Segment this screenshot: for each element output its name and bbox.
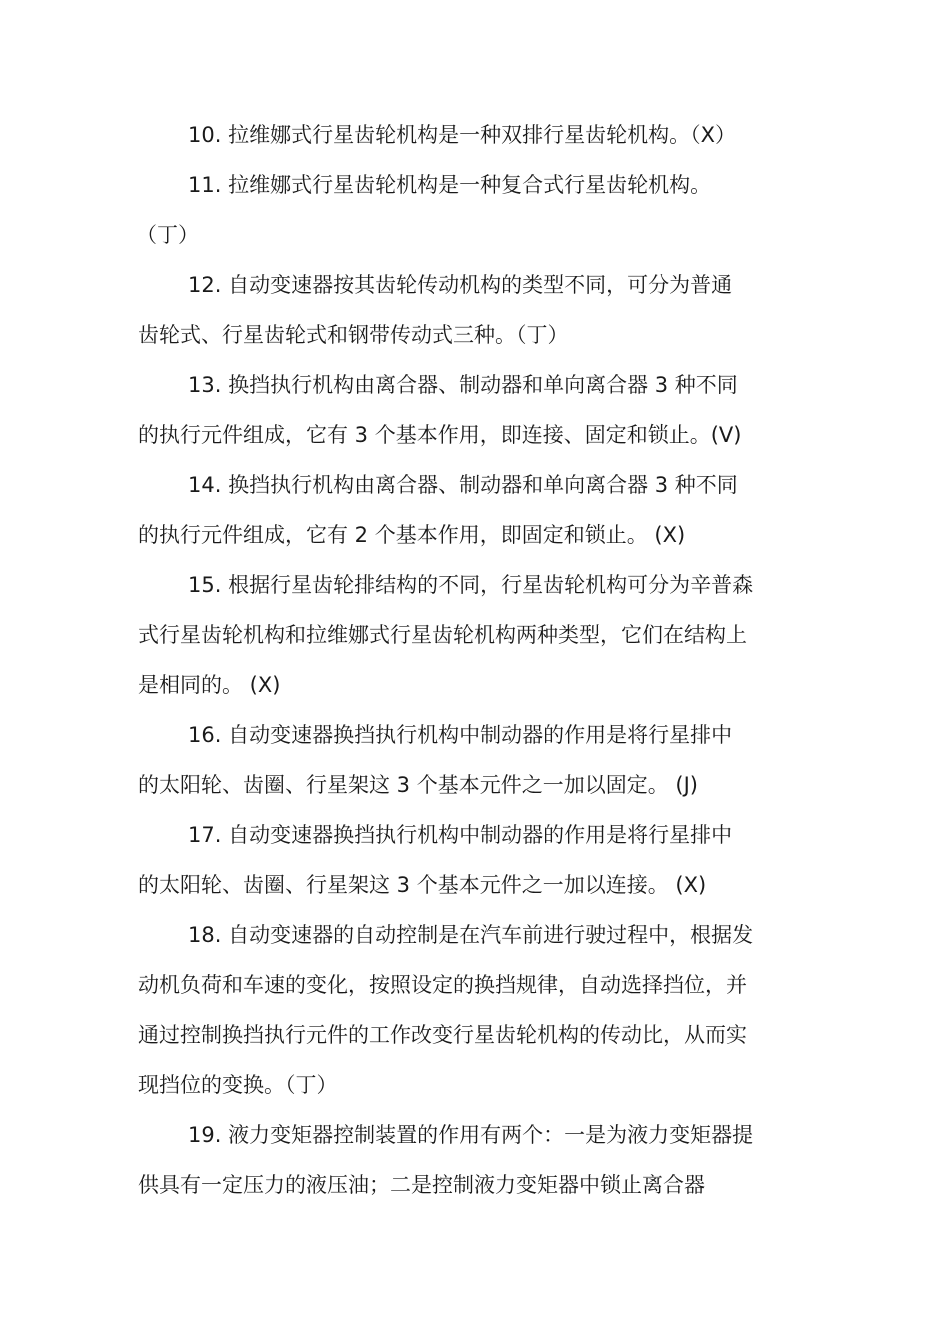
text-line-10: 15. 根据行星齿轮排结构的不同，行星齿轮机构可分为辛普森 bbox=[188, 573, 754, 597]
text-line-13: 16. 自动变速器换挡执行机构中制动器的作用是将行星排中 bbox=[188, 723, 733, 747]
text-line-22: 供具有一定压力的液压油；二是控制液力变矩器中锁止离合器 bbox=[138, 1173, 705, 1197]
text-line-4: 12. 自动变速器按其齿轮传动机构的类型不同，可分为普通 bbox=[188, 273, 733, 297]
text-line-3: （丁） bbox=[136, 223, 199, 247]
text-line-20: 现挡位的变换。（丁） bbox=[138, 1073, 338, 1097]
text-line-1: 10. 拉维娜式行星齿轮机构是一种双排行星齿轮机构。（X） bbox=[188, 123, 736, 147]
text-line-14: 的太阳轮、齿圈、行星架这 3 个基本元件之一加以固定。 (J) bbox=[138, 773, 698, 797]
text-line-8: 14. 换挡执行机构由离合器、制动器和单向离合器 3 种不同 bbox=[188, 473, 738, 497]
text-line-5: 齿轮式、行星齿轮式和钢带传动式三种。（丁） bbox=[138, 323, 569, 347]
text-line-19: 通过控制换挡执行元件的工作改变行星齿轮机构的传动比，从而实 bbox=[138, 1023, 747, 1047]
text-line-17: 18. 自动变速器的自动控制是在汽车前进行驶过程中，根据发 bbox=[188, 923, 754, 947]
text-line-9: 的执行元件组成，它有 2 个基本作用，即固定和锁止。 (X) bbox=[138, 523, 686, 547]
text-line-7: 的执行元件组成，它有 3 个基本作用，即连接、固定和锁止。(V) bbox=[138, 423, 742, 447]
text-line-2: 11. 拉维娜式行星齿轮机构是一种复合式行星齿轮机构。 bbox=[188, 173, 712, 197]
text-line-11: 式行星齿轮机构和拉维娜式行星齿轮机构两种类型，它们在结构上 bbox=[138, 623, 747, 647]
text-line-16: 的太阳轮、齿圈、行星架这 3 个基本元件之一加以连接。 (X) bbox=[138, 873, 707, 897]
text-line-6: 13. 换挡执行机构由离合器、制动器和单向离合器 3 种不同 bbox=[188, 373, 738, 397]
text-line-12: 是相同的。 (X) bbox=[138, 673, 281, 697]
text-line-18: 动机负荷和车速的变化，按照设定的换挡规律，自动选择挡位，并 bbox=[138, 973, 747, 997]
text-line-15: 17. 自动变速器换挡执行机构中制动器的作用是将行星排中 bbox=[188, 823, 733, 847]
text-line-21: 19. 液力变矩器控制装置的作用有两个：一是为液力变矩器提 bbox=[188, 1123, 754, 1147]
